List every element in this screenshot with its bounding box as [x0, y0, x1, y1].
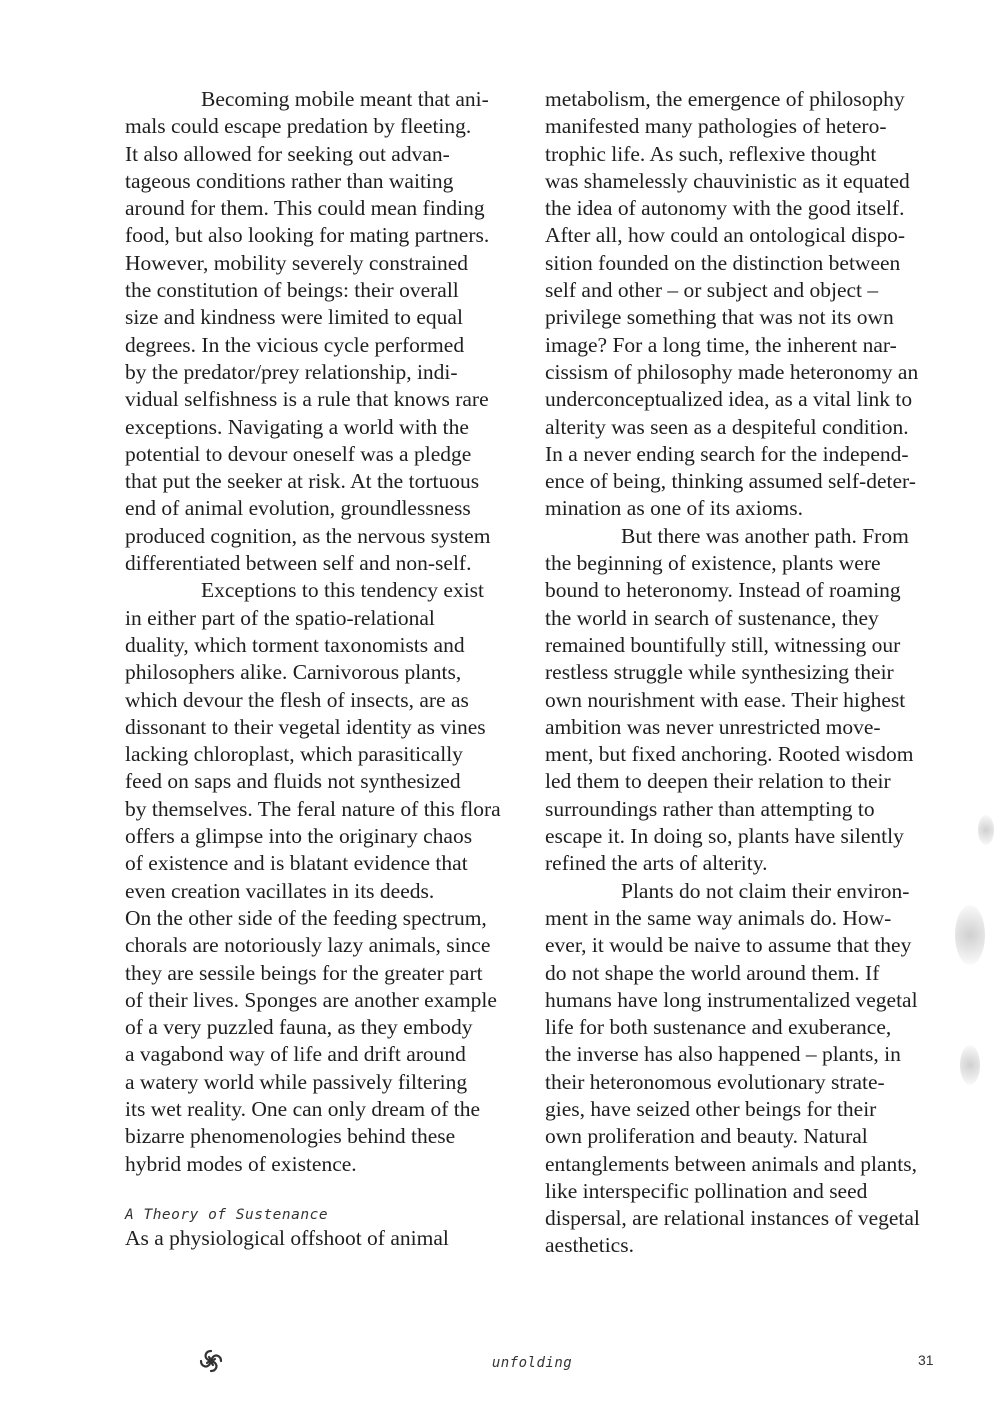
text-line: aesthetics. [545, 1233, 634, 1258]
paragraph-plants-environment [545, 878, 945, 1260]
text-line: hybrid modes of existence. [125, 1151, 357, 1176]
text-line: the beginning of existence, plants were [545, 551, 881, 576]
text-line: the constitution of beings: their overall [125, 278, 459, 303]
text-line: which devour the flesh of insects, are as [125, 687, 469, 712]
text-line: humans have long instrumentalized vegetal [545, 987, 918, 1012]
text-line: the world in search of sustenance, they [545, 605, 879, 630]
text-line: a watery world while passively filtering [125, 1069, 468, 1094]
text-line: ence of being, thinking assumed self-deter- [545, 469, 916, 494]
right-column [545, 86, 945, 1260]
text-line: by themselves. The feral nature of this flora [125, 796, 501, 821]
text-line: entanglements between animals and plants, [545, 1151, 917, 1176]
text-line: led them to deepen their relation to their [545, 769, 891, 794]
text-line: However, mobility severely constrained [125, 250, 469, 275]
text-line: a vagabond way of life and drift around [125, 1042, 466, 1067]
text-line: the inverse has also happened – plants, in [545, 1042, 901, 1067]
text-line: mination as one of its axioms. [545, 496, 803, 521]
text-line: was shamelessly chauvinistic as it equated [545, 168, 910, 193]
text-line: food, but also looking for mating partners. [125, 223, 490, 248]
text-line: by the predator/prey relationship, indi- [125, 359, 458, 384]
text-line: image? For a long time, the inherent nar- [545, 332, 897, 357]
text-line: of their lives. Sponges are another example [125, 987, 497, 1012]
text-line: After all, how could an ontological dispo- [545, 223, 906, 248]
text-line: ever, it would be naive to assume that they [545, 933, 912, 958]
text-line: size and kindness were limited to equal [125, 305, 463, 330]
text-line: of existence and is blatant evidence that [125, 851, 468, 876]
text-line: self and other – or subject and object – [545, 278, 879, 303]
text-line: exceptions. Navigating a world with the [125, 414, 469, 439]
paragraph-mobility [125, 86, 525, 577]
text-line: own nourishment with ease. Their highest [545, 687, 906, 712]
text-line: offers a glimpse into the originary chaos [125, 824, 473, 849]
text-line: produced cognition, as the nervous system [125, 523, 491, 548]
text-line: In a never ending search for the independ- [545, 441, 909, 466]
text-line: own proliferation and beauty. Natural [545, 1124, 868, 1149]
text-line: But there was another path. From [621, 523, 909, 548]
text-line: remained bountifully still, witnessing our [545, 632, 901, 657]
footer-title: unfolding [491, 1355, 573, 1371]
left-column [125, 86, 525, 1252]
page-number: 31 [918, 1352, 934, 1368]
text-line: their heteronomous evolutionary strate- [545, 1069, 885, 1094]
text-line: gies, have seized other beings for their [545, 1096, 877, 1121]
scan-smudge [978, 815, 994, 845]
text-line: dispersal, are relational instances of vegetal [545, 1206, 920, 1231]
text-line: like interspecific pollination and seed [545, 1178, 868, 1203]
text-line: Plants do not claim their environ- [621, 878, 910, 903]
text-line: ment, but fixed anchoring. Rooted wisdom [545, 742, 914, 767]
text-line: restless struggle while synthesizing their [545, 660, 894, 685]
text-line: ambition was never unrestricted move- [545, 714, 881, 739]
text-line: bound to heteronomy. Instead of roaming [545, 578, 901, 603]
text-line: ment in the same way animals do. How- [545, 905, 892, 930]
text-line: the idea of autonomy with the good itself. [545, 196, 905, 221]
text-line: As a physiological offshoot of animal [125, 1225, 449, 1250]
text-line: chorals are notoriously lazy animals, since [125, 933, 491, 958]
text-line: trophic life. As such, reflexive thought [545, 141, 877, 166]
section-heading: A Theory of Sustenance [125, 1206, 329, 1223]
text-line: manifested many pathologies of hetero- [545, 114, 887, 139]
text-line: escape it. In doing so, plants have silently [545, 824, 904, 849]
text-line: life for both sustenance and exuberance, [545, 1015, 892, 1040]
text-line: duality, which torment taxonomists and [125, 632, 465, 657]
text-line: feed on saps and fluids not synthesized [125, 769, 461, 794]
paragraph-exceptions [125, 577, 525, 1178]
text-line: potential to devour oneself was a pledge [125, 441, 472, 466]
text-line: do not shape the world around them. If [545, 960, 880, 985]
text-line: vidual selfishness is a rule that knows rare [125, 387, 489, 412]
text-line: they are sessile beings for the greater part [125, 960, 483, 985]
text-line: end of animal evolution, groundlessness [125, 496, 471, 521]
paragraph-another-path [545, 523, 945, 878]
text-line: degrees. In the vicious cycle performed [125, 332, 465, 357]
text-line: underconceptualized idea, as a vital link to [545, 387, 913, 412]
scan-smudge [960, 1045, 980, 1085]
text-line: lacking chloroplast, which parasitically [125, 742, 463, 767]
text-line: refined the arts of alterity. [545, 851, 768, 876]
text-line: mals could escape predation by fleeting. [125, 114, 472, 139]
text-line: even creation vacillates in its deeds. [125, 878, 435, 903]
text-line: It also allowed for seeking out advan- [125, 141, 450, 166]
text-line: that put the seeker at risk. At the tortuous [125, 469, 480, 494]
text-line: Exceptions to this tendency exist [201, 578, 485, 603]
text-line: cissism of philosophy made heteronomy an [545, 359, 919, 384]
text-line: differentiated between self and non-self. [125, 551, 472, 576]
scan-smudge [955, 905, 985, 965]
text-line: dissonant to their vegetal identity as vines [125, 714, 486, 739]
text-line: bizarre phenomenologies behind these [125, 1124, 456, 1149]
text-line: its wet reality. One can only dream of the [125, 1096, 481, 1121]
text-line: of a very puzzled fauna, as they embody [125, 1015, 473, 1040]
text-line: philosophers alike. Carnivorous plants, [125, 660, 462, 685]
text-line: sition founded on the distinction between [545, 250, 901, 275]
paragraph-metabolism [545, 86, 945, 523]
text-line: surroundings rather than attempting to [545, 796, 875, 821]
text-line: tageous conditions rather than waiting [125, 168, 454, 193]
text-line: Becoming mobile meant that ani- [201, 87, 489, 111]
text-line: On the other side of the feeding spectrum, [125, 905, 487, 930]
text-line: in either part of the spatio-relational [125, 605, 435, 630]
text-line: alterity was seen as a despiteful condition. [545, 414, 909, 439]
paragraph-physiological-offshoot [125, 1225, 525, 1252]
text-line: metabolism, the emergence of philosophy [545, 87, 905, 111]
text-line: privilege something that was not its own [545, 305, 894, 330]
text-line: around for them. This could mean finding [125, 196, 485, 221]
